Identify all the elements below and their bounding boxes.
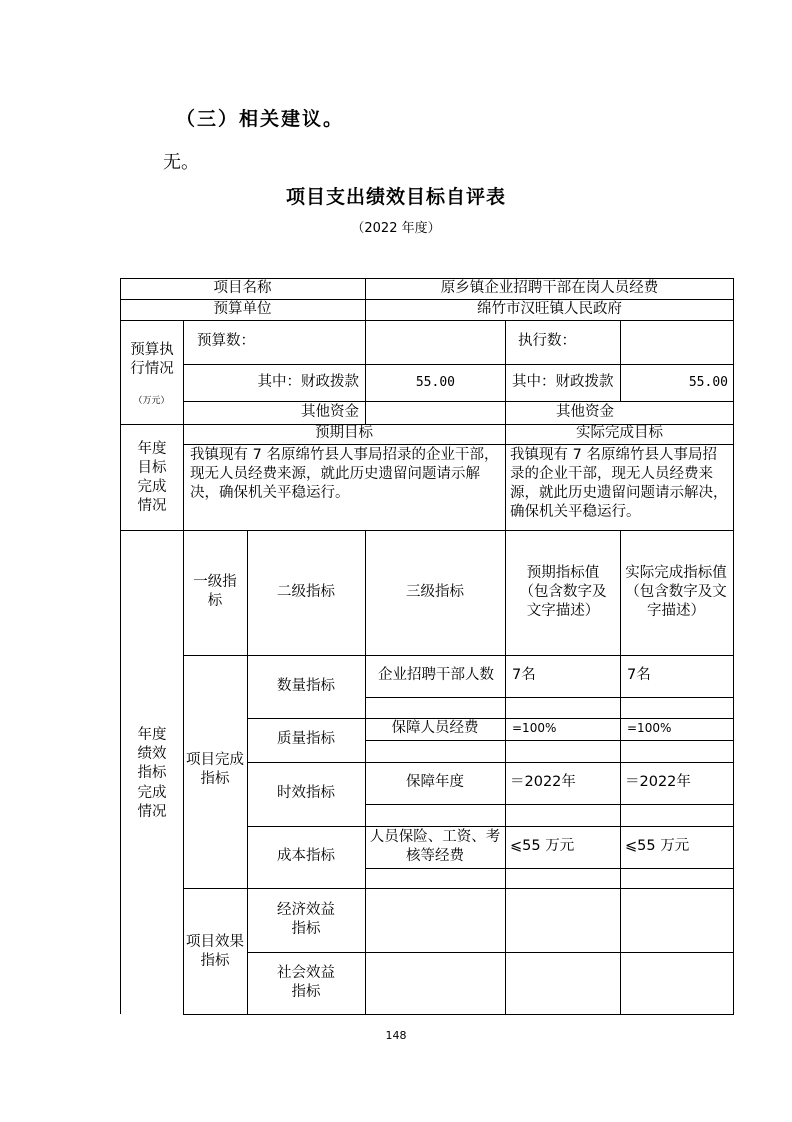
section-heading: （三）相关建议。 xyxy=(176,108,345,130)
group-effect-label: 项目效果指标 xyxy=(186,933,244,969)
document-subtitle: （2022 年度） xyxy=(351,221,441,236)
indicator-section-label: 年度绩效指标完成情况 xyxy=(137,727,167,820)
col-level2-header: 二级指标 xyxy=(277,583,335,600)
table-rule xyxy=(183,444,734,445)
level2-economic: 经济效益指标 xyxy=(277,901,335,937)
fiscal-allocation-label: 其中：财政拨款 xyxy=(257,373,359,390)
col-level3-header: 三级指标 xyxy=(406,583,464,600)
expected-cost: ⩽55 万元 xyxy=(510,838,575,855)
table-rule xyxy=(365,868,734,869)
level2-social: 社会效益指标 xyxy=(277,964,335,1000)
group-output-label: 项目完成指标 xyxy=(186,751,244,787)
expected-goal-text: 我镇现有 7 名原绵竹县人事局招录的企业干部，现无人员经费来源，就此历史遗留问题请示解决，确保机关平稳运行。 xyxy=(190,447,499,501)
document-title: 项目支出绩效目标自评表 xyxy=(285,186,506,208)
actual-goal-text: 我镇现有 7 名原绵竹县人事局招录的企业干部，现无人员经费来源，就此历史遗留问题请示解决，确保机关平稳运行。 xyxy=(510,447,728,520)
annual-goal-label: 年度目标完成情况 xyxy=(137,440,167,515)
expected-quantity: 7名 xyxy=(512,667,536,684)
fiscal-allocation-label: 其中：财政拨款 xyxy=(512,373,614,390)
table-border-right xyxy=(733,278,734,1015)
col-expected-header: 预期指标值（包含数字及文字描述） xyxy=(519,564,607,620)
actual-quality: =100% xyxy=(627,721,672,736)
level2-cost: 成本指标 xyxy=(277,848,335,865)
other-funds-label: 其他资金 xyxy=(301,403,359,420)
table-rule xyxy=(505,530,506,1015)
actual-cost: ⩽55 万元 xyxy=(625,838,690,855)
col-actual-header: 实际完成指标值（包含数字及文字描述） xyxy=(625,564,727,620)
table-rule xyxy=(247,952,734,953)
level3-cost: 人员保险、工资、考核等经费 xyxy=(369,828,501,864)
expected-quality: =100% xyxy=(512,721,557,736)
level3-timeliness: 保障年度 xyxy=(406,774,464,791)
table-rule xyxy=(365,697,734,698)
level3-quality: 保障人员经费 xyxy=(391,720,479,737)
budget-unit-label: 预算单位 xyxy=(213,300,272,317)
table-rule xyxy=(365,740,734,741)
col-level1-header: 一级指标 xyxy=(193,573,237,609)
actual-goal-header: 实际完成目标 xyxy=(576,425,663,442)
budget-execution-label: 预算执行情况 xyxy=(130,341,174,377)
suggestion-text: 无。 xyxy=(163,152,199,173)
level2-quality: 质量指标 xyxy=(277,731,335,748)
table-border-bottom xyxy=(183,1014,734,1015)
budget-amount-label: 预算数： xyxy=(197,333,255,350)
level2-quantity: 数量指标 xyxy=(277,677,335,694)
table-border-left xyxy=(120,278,121,1014)
actual-timeliness: ＝2022年 xyxy=(625,774,691,791)
level3-quantity: 企业招聘干部人数 xyxy=(378,667,494,684)
expected-timeliness: ＝2022年 xyxy=(510,774,576,791)
page-number: 148 xyxy=(385,1029,407,1042)
fiscal-allocation-value: 55.00 xyxy=(688,374,728,390)
project-name-label: 项目名称 xyxy=(213,279,272,296)
level2-timeliness: 时效指标 xyxy=(277,785,335,802)
table-rule xyxy=(183,888,734,889)
table-rule xyxy=(620,530,621,1015)
executed-amount-label: 执行数： xyxy=(518,333,576,350)
fiscal-allocation-value: 55.00 xyxy=(415,374,455,390)
expected-goal-header: 预期目标 xyxy=(315,425,373,442)
actual-quantity: 7名 xyxy=(627,667,651,684)
budget-unit-value: 绵竹市汉旺镇人民政府 xyxy=(477,300,622,317)
table-rule xyxy=(365,804,734,805)
budget-unit-note: （万元） xyxy=(133,396,170,407)
project-name-value: 原乡镇企业招聘干部在岗人员经费 xyxy=(440,279,659,296)
other-funds-label: 其他资金 xyxy=(556,403,614,420)
